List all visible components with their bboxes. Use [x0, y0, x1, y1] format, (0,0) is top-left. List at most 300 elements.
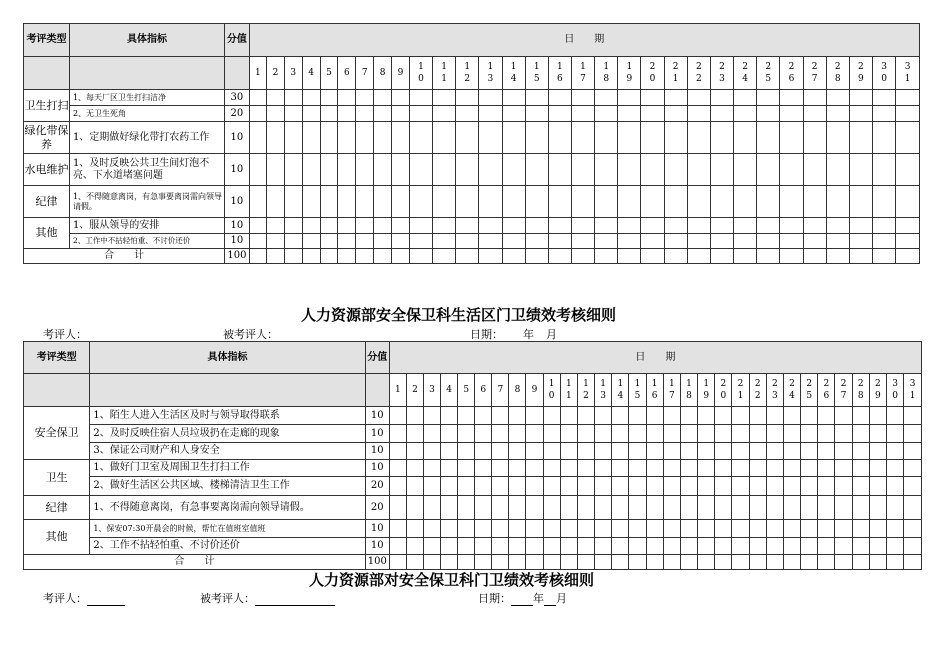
score-entry-cell[interactable]: [803, 218, 826, 234]
score-entry-cell[interactable]: [458, 477, 475, 496]
score-entry-cell[interactable]: [302, 186, 320, 218]
score-entry-cell[interactable]: [548, 106, 571, 122]
score-entry-cell[interactable]: [492, 407, 509, 425]
score-entry-cell[interactable]: [715, 407, 732, 425]
score-entry-cell[interactable]: [479, 249, 502, 264]
score-entry-cell[interactable]: [629, 538, 646, 555]
score-entry-cell[interactable]: [543, 496, 560, 520]
score-entry-cell[interactable]: [456, 90, 479, 106]
score-entry-cell[interactable]: [338, 122, 356, 154]
score-entry-cell[interactable]: [320, 249, 338, 264]
score-entry-cell[interactable]: [320, 122, 338, 154]
score-entry-cell[interactable]: [595, 186, 618, 218]
score-entry-cell[interactable]: [835, 443, 852, 460]
score-entry-cell[interactable]: [618, 234, 641, 249]
score-entry-cell[interactable]: [646, 555, 663, 570]
score-entry-cell[interactable]: [869, 477, 886, 496]
score-entry-cell[interactable]: [525, 106, 548, 122]
score-entry-cell[interactable]: [526, 477, 543, 496]
score-entry-cell[interactable]: [766, 477, 783, 496]
score-entry-cell[interactable]: [680, 477, 697, 496]
score-entry-cell[interactable]: [783, 555, 800, 570]
score-entry-cell[interactable]: [302, 234, 320, 249]
score-entry-cell[interactable]: [356, 186, 374, 218]
score-entry-cell[interactable]: [826, 90, 849, 106]
score-entry-cell[interactable]: [509, 555, 526, 570]
score-entry-cell[interactable]: [732, 496, 749, 520]
score-entry-cell[interactable]: [641, 218, 664, 234]
score-entry-cell[interactable]: [818, 555, 835, 570]
score-entry-cell[interactable]: [710, 122, 733, 154]
score-entry-cell[interactable]: [801, 460, 818, 477]
score-entry-cell[interactable]: [618, 122, 641, 154]
score-entry-cell[interactable]: [479, 106, 502, 122]
score-entry-cell[interactable]: [479, 154, 502, 186]
score-entry-cell[interactable]: [441, 425, 458, 443]
score-entry-cell[interactable]: [492, 460, 509, 477]
score-entry-cell[interactable]: [441, 496, 458, 520]
score-entry-cell[interactable]: [873, 154, 896, 186]
score-entry-cell[interactable]: [734, 234, 757, 249]
score-entry-cell[interactable]: [818, 520, 835, 538]
score-entry-cell[interactable]: [595, 90, 618, 106]
score-entry-cell[interactable]: [783, 477, 800, 496]
score-entry-cell[interactable]: [766, 538, 783, 555]
score-entry-cell[interactable]: [409, 122, 432, 154]
score-entry-cell[interactable]: [873, 106, 896, 122]
score-entry-cell[interactable]: [715, 460, 732, 477]
score-entry-cell[interactable]: [873, 90, 896, 106]
score-entry-cell[interactable]: [548, 122, 571, 154]
score-entry-cell[interactable]: [284, 122, 302, 154]
score-entry-cell[interactable]: [424, 555, 441, 570]
score-entry-cell[interactable]: [646, 538, 663, 555]
score-entry-cell[interactable]: [502, 154, 525, 186]
score-entry-cell[interactable]: [780, 249, 803, 264]
score-entry-cell[interactable]: [509, 496, 526, 520]
score-entry-cell[interactable]: [715, 538, 732, 555]
score-entry-cell[interactable]: [456, 218, 479, 234]
score-entry-cell[interactable]: [525, 218, 548, 234]
score-entry-cell[interactable]: [612, 538, 629, 555]
score-entry-cell[interactable]: [492, 496, 509, 520]
score-entry-cell[interactable]: [826, 186, 849, 218]
score-entry-cell[interactable]: [749, 477, 766, 496]
score-entry-cell[interactable]: [458, 555, 475, 570]
score-entry-cell[interactable]: [284, 154, 302, 186]
score-entry-cell[interactable]: [571, 218, 594, 234]
score-entry-cell[interactable]: [664, 154, 687, 186]
score-entry-cell[interactable]: [284, 218, 302, 234]
score-entry-cell[interactable]: [456, 154, 479, 186]
score-entry-cell[interactable]: [886, 538, 903, 555]
score-entry-cell[interactable]: [904, 477, 922, 496]
score-entry-cell[interactable]: [663, 520, 680, 538]
score-entry-cell[interactable]: [698, 555, 715, 570]
score-entry-cell[interactable]: [886, 555, 903, 570]
score-entry-cell[interactable]: [680, 520, 697, 538]
score-entry-cell[interactable]: [687, 234, 710, 249]
score-entry-cell[interactable]: [687, 218, 710, 234]
score-entry-cell[interactable]: [646, 443, 663, 460]
score-entry-cell[interactable]: [267, 106, 285, 122]
score-entry-cell[interactable]: [392, 186, 410, 218]
score-entry-cell[interactable]: [595, 154, 618, 186]
score-entry-cell[interactable]: [374, 154, 392, 186]
score-entry-cell[interactable]: [374, 122, 392, 154]
score-entry-cell[interactable]: [869, 538, 886, 555]
score-entry-cell[interactable]: [577, 555, 594, 570]
score-entry-cell[interactable]: [618, 218, 641, 234]
score-entry-cell[interactable]: [749, 496, 766, 520]
score-entry-cell[interactable]: [766, 520, 783, 538]
score-entry-cell[interactable]: [374, 234, 392, 249]
score-entry-cell[interactable]: [873, 122, 896, 154]
score-entry-cell[interactable]: [629, 425, 646, 443]
score-entry-cell[interactable]: [543, 460, 560, 477]
score-entry-cell[interactable]: [904, 443, 922, 460]
score-entry-cell[interactable]: [757, 90, 780, 106]
score-entry-cell[interactable]: [424, 443, 441, 460]
score-entry-cell[interactable]: [629, 460, 646, 477]
score-entry-cell[interactable]: [509, 460, 526, 477]
score-entry-cell[interactable]: [320, 154, 338, 186]
score-entry-cell[interactable]: [826, 218, 849, 234]
score-entry-cell[interactable]: [852, 425, 869, 443]
score-entry-cell[interactable]: [389, 538, 406, 555]
score-entry-cell[interactable]: [356, 234, 374, 249]
score-entry-cell[interactable]: [475, 407, 492, 425]
score-entry-cell[interactable]: [406, 477, 423, 496]
score-entry-cell[interactable]: [783, 443, 800, 460]
score-entry-cell[interactable]: [873, 186, 896, 218]
score-entry-cell[interactable]: [392, 106, 410, 122]
score-entry-cell[interactable]: [896, 234, 920, 249]
score-entry-cell[interactable]: [595, 249, 618, 264]
score-entry-cell[interactable]: [680, 496, 697, 520]
score-entry-cell[interactable]: [475, 538, 492, 555]
score-entry-cell[interactable]: [680, 538, 697, 555]
score-entry-cell[interactable]: [612, 555, 629, 570]
score-entry-cell[interactable]: [502, 90, 525, 106]
score-entry-cell[interactable]: [629, 407, 646, 425]
score-entry-cell[interactable]: [406, 520, 423, 538]
score-entry-cell[interactable]: [873, 249, 896, 264]
score-entry-cell[interactable]: [374, 186, 392, 218]
score-entry-cell[interactable]: [618, 90, 641, 106]
score-entry-cell[interactable]: [835, 538, 852, 555]
score-entry-cell[interactable]: [749, 538, 766, 555]
score-entry-cell[interactable]: [560, 555, 577, 570]
score-entry-cell[interactable]: [687, 90, 710, 106]
score-entry-cell[interactable]: [904, 407, 922, 425]
score-entry-cell[interactable]: [780, 234, 803, 249]
score-entry-cell[interactable]: [267, 90, 285, 106]
score-entry-cell[interactable]: [509, 407, 526, 425]
score-entry-cell[interactable]: [869, 496, 886, 520]
score-entry-cell[interactable]: [525, 90, 548, 106]
score-entry-cell[interactable]: [284, 106, 302, 122]
score-entry-cell[interactable]: [663, 538, 680, 555]
score-entry-cell[interactable]: [698, 477, 715, 496]
score-entry-cell[interactable]: [687, 154, 710, 186]
score-entry-cell[interactable]: [526, 407, 543, 425]
score-entry-cell[interactable]: [780, 218, 803, 234]
score-entry-cell[interactable]: [267, 218, 285, 234]
score-entry-cell[interactable]: [571, 249, 594, 264]
score-entry-cell[interactable]: [249, 186, 266, 218]
score-entry-cell[interactable]: [577, 520, 594, 538]
score-entry-cell[interactable]: [734, 218, 757, 234]
score-entry-cell[interactable]: [849, 90, 872, 106]
score-entry-cell[interactable]: [441, 443, 458, 460]
score-entry-cell[interactable]: [896, 186, 920, 218]
score-entry-cell[interactable]: [433, 154, 456, 186]
score-entry-cell[interactable]: [543, 538, 560, 555]
score-entry-cell[interactable]: [664, 218, 687, 234]
score-entry-cell[interactable]: [320, 90, 338, 106]
score-entry-cell[interactable]: [680, 425, 697, 443]
score-entry-cell[interactable]: [612, 460, 629, 477]
score-entry-cell[interactable]: [612, 496, 629, 520]
score-entry-cell[interactable]: [766, 443, 783, 460]
score-entry-cell[interactable]: [780, 186, 803, 218]
score-entry-cell[interactable]: [526, 496, 543, 520]
score-entry-cell[interactable]: [734, 186, 757, 218]
score-entry-cell[interactable]: [852, 555, 869, 570]
score-entry-cell[interactable]: [338, 218, 356, 234]
score-entry-cell[interactable]: [801, 425, 818, 443]
score-entry-cell[interactable]: [680, 555, 697, 570]
score-entry-cell[interactable]: [595, 218, 618, 234]
score-entry-cell[interactable]: [835, 477, 852, 496]
score-entry-cell[interactable]: [406, 407, 423, 425]
score-entry-cell[interactable]: [896, 249, 920, 264]
score-entry-cell[interactable]: [441, 538, 458, 555]
score-entry-cell[interactable]: [548, 186, 571, 218]
score-entry-cell[interactable]: [543, 520, 560, 538]
score-entry-cell[interactable]: [826, 122, 849, 154]
score-entry-cell[interactable]: [835, 496, 852, 520]
score-entry-cell[interactable]: [356, 249, 374, 264]
score-entry-cell[interactable]: [680, 443, 697, 460]
score-entry-cell[interactable]: [389, 425, 406, 443]
score-entry-cell[interactable]: [356, 106, 374, 122]
score-entry-cell[interactable]: [456, 234, 479, 249]
score-entry-cell[interactable]: [698, 538, 715, 555]
score-entry-cell[interactable]: [543, 555, 560, 570]
score-entry-cell[interactable]: [803, 106, 826, 122]
score-entry-cell[interactable]: [734, 249, 757, 264]
score-entry-cell[interactable]: [479, 122, 502, 154]
score-entry-cell[interactable]: [284, 249, 302, 264]
score-entry-cell[interactable]: [458, 538, 475, 555]
year-blank[interactable]: [511, 594, 533, 606]
score-entry-cell[interactable]: [766, 425, 783, 443]
score-entry-cell[interactable]: [458, 425, 475, 443]
score-entry-cell[interactable]: [715, 496, 732, 520]
score-entry-cell[interactable]: [526, 520, 543, 538]
score-entry-cell[interactable]: [801, 477, 818, 496]
score-entry-cell[interactable]: [664, 122, 687, 154]
score-entry-cell[interactable]: [732, 555, 749, 570]
score-entry-cell[interactable]: [687, 186, 710, 218]
score-entry-cell[interactable]: [267, 234, 285, 249]
score-entry-cell[interactable]: [458, 443, 475, 460]
score-entry-cell[interactable]: [849, 122, 872, 154]
score-entry-cell[interactable]: [320, 106, 338, 122]
score-entry-cell[interactable]: [502, 106, 525, 122]
score-entry-cell[interactable]: [356, 90, 374, 106]
score-entry-cell[interactable]: [749, 425, 766, 443]
score-entry-cell[interactable]: [441, 460, 458, 477]
score-entry-cell[interactable]: [526, 538, 543, 555]
score-entry-cell[interactable]: [577, 425, 594, 443]
score-entry-cell[interactable]: [475, 520, 492, 538]
score-entry-cell[interactable]: [869, 425, 886, 443]
score-entry-cell[interactable]: [409, 154, 432, 186]
score-entry-cell[interactable]: [595, 122, 618, 154]
score-entry-cell[interactable]: [818, 460, 835, 477]
score-entry-cell[interactable]: [783, 460, 800, 477]
score-entry-cell[interactable]: [618, 154, 641, 186]
score-entry-cell[interactable]: [663, 407, 680, 425]
score-entry-cell[interactable]: [852, 538, 869, 555]
score-entry-cell[interactable]: [595, 407, 612, 425]
score-entry-cell[interactable]: [302, 218, 320, 234]
score-entry-cell[interactable]: [852, 407, 869, 425]
score-entry-cell[interactable]: [698, 425, 715, 443]
score-entry-cell[interactable]: [734, 90, 757, 106]
score-entry-cell[interactable]: [852, 460, 869, 477]
score-entry-cell[interactable]: [618, 106, 641, 122]
score-entry-cell[interactable]: [389, 477, 406, 496]
evaluatee-blank[interactable]: [255, 594, 335, 606]
score-entry-cell[interactable]: [389, 520, 406, 538]
score-entry-cell[interactable]: [715, 520, 732, 538]
score-entry-cell[interactable]: [595, 520, 612, 538]
score-entry-cell[interactable]: [852, 496, 869, 520]
score-entry-cell[interactable]: [475, 425, 492, 443]
score-entry-cell[interactable]: [526, 425, 543, 443]
score-entry-cell[interactable]: [803, 249, 826, 264]
score-entry-cell[interactable]: [456, 106, 479, 122]
score-entry-cell[interactable]: [374, 218, 392, 234]
score-entry-cell[interactable]: [818, 496, 835, 520]
score-entry-cell[interactable]: [525, 122, 548, 154]
score-entry-cell[interactable]: [803, 186, 826, 218]
score-entry-cell[interactable]: [320, 218, 338, 234]
score-entry-cell[interactable]: [595, 477, 612, 496]
score-entry-cell[interactable]: [548, 249, 571, 264]
score-entry-cell[interactable]: [766, 460, 783, 477]
score-entry-cell[interactable]: [886, 425, 903, 443]
score-entry-cell[interactable]: [904, 460, 922, 477]
score-entry-cell[interactable]: [749, 443, 766, 460]
score-entry-cell[interactable]: [284, 234, 302, 249]
score-entry-cell[interactable]: [320, 186, 338, 218]
score-entry-cell[interactable]: [595, 460, 612, 477]
score-entry-cell[interactable]: [835, 425, 852, 443]
score-entry-cell[interactable]: [560, 496, 577, 520]
score-entry-cell[interactable]: [302, 249, 320, 264]
score-entry-cell[interactable]: [302, 154, 320, 186]
score-entry-cell[interactable]: [374, 249, 392, 264]
score-entry-cell[interactable]: [803, 122, 826, 154]
score-entry-cell[interactable]: [710, 186, 733, 218]
score-entry-cell[interactable]: [612, 477, 629, 496]
score-entry-cell[interactable]: [543, 477, 560, 496]
score-entry-cell[interactable]: [732, 460, 749, 477]
score-entry-cell[interactable]: [409, 106, 432, 122]
score-entry-cell[interactable]: [783, 496, 800, 520]
score-entry-cell[interactable]: [757, 234, 780, 249]
score-entry-cell[interactable]: [409, 249, 432, 264]
score-entry-cell[interactable]: [409, 218, 432, 234]
score-entry-cell[interactable]: [356, 122, 374, 154]
score-entry-cell[interactable]: [475, 443, 492, 460]
score-entry-cell[interactable]: [389, 443, 406, 460]
score-entry-cell[interactable]: [663, 555, 680, 570]
score-entry-cell[interactable]: [766, 555, 783, 570]
score-entry-cell[interactable]: [715, 555, 732, 570]
score-entry-cell[interactable]: [710, 106, 733, 122]
score-entry-cell[interactable]: [641, 122, 664, 154]
score-entry-cell[interactable]: [869, 407, 886, 425]
score-entry-cell[interactable]: [406, 538, 423, 555]
score-entry-cell[interactable]: [525, 249, 548, 264]
score-entry-cell[interactable]: [577, 443, 594, 460]
score-entry-cell[interactable]: [571, 106, 594, 122]
score-entry-cell[interactable]: [732, 520, 749, 538]
score-entry-cell[interactable]: [249, 234, 266, 249]
score-entry-cell[interactable]: [826, 234, 849, 249]
score-entry-cell[interactable]: [803, 234, 826, 249]
score-entry-cell[interactable]: [284, 186, 302, 218]
score-entry-cell[interactable]: [320, 234, 338, 249]
score-entry-cell[interactable]: [641, 249, 664, 264]
score-entry-cell[interactable]: [835, 407, 852, 425]
score-entry-cell[interactable]: [392, 234, 410, 249]
score-entry-cell[interactable]: [873, 218, 896, 234]
score-entry-cell[interactable]: [612, 407, 629, 425]
score-entry-cell[interactable]: [687, 122, 710, 154]
score-entry-cell[interactable]: [664, 234, 687, 249]
month-blank[interactable]: [544, 594, 556, 606]
score-entry-cell[interactable]: [641, 106, 664, 122]
score-entry-cell[interactable]: [406, 496, 423, 520]
score-entry-cell[interactable]: [406, 460, 423, 477]
score-entry-cell[interactable]: [406, 443, 423, 460]
score-entry-cell[interactable]: [818, 407, 835, 425]
score-entry-cell[interactable]: [886, 496, 903, 520]
score-entry-cell[interactable]: [502, 218, 525, 234]
score-entry-cell[interactable]: [456, 249, 479, 264]
evaluator-blank[interactable]: [87, 594, 125, 606]
score-entry-cell[interactable]: [267, 249, 285, 264]
score-entry-cell[interactable]: [852, 443, 869, 460]
score-entry-cell[interactable]: [757, 154, 780, 186]
score-entry-cell[interactable]: [835, 460, 852, 477]
score-entry-cell[interactable]: [835, 520, 852, 538]
score-entry-cell[interactable]: [757, 186, 780, 218]
score-entry-cell[interactable]: [732, 443, 749, 460]
score-entry-cell[interactable]: [338, 154, 356, 186]
score-entry-cell[interactable]: [852, 520, 869, 538]
score-entry-cell[interactable]: [525, 234, 548, 249]
score-entry-cell[interactable]: [869, 460, 886, 477]
score-entry-cell[interactable]: [904, 496, 922, 520]
